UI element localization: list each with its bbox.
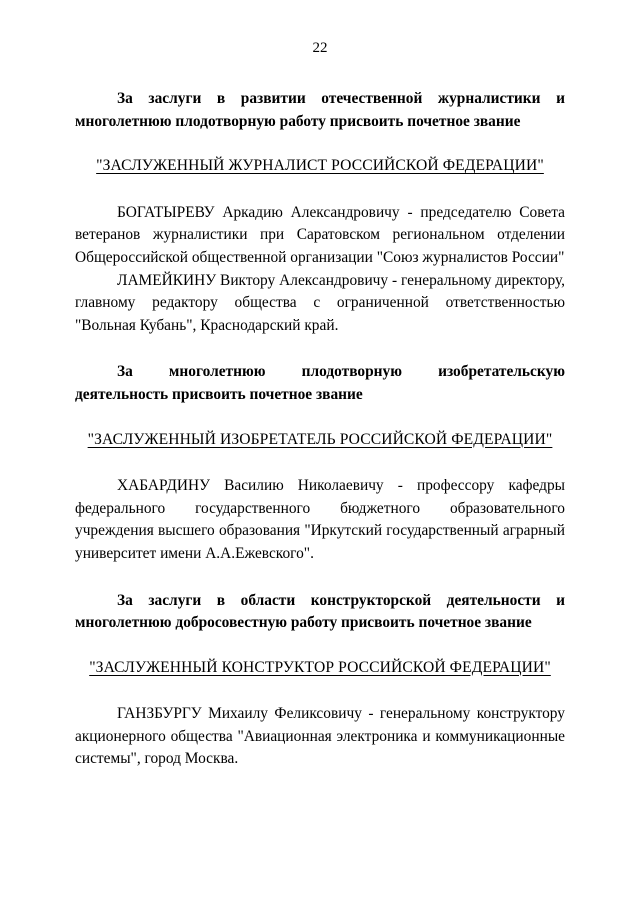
section-intro: За заслуги в области конструкторской деятельности и многолетнюю добросовестную работу присвоить почетное звание (75, 591, 565, 632)
honorary-title: "ЗАСЛУЖЕННЫЙ КОНСТРУКТОР РОССИЙСКОЙ ФЕДЕРАЦИИ" (89, 658, 551, 676)
honorary-title: "ЗАСЛУЖЕННЫЙ ИЗОБРЕТАТЕЛЬ РОССИЙСКОЙ ФЕДЕРАЦИИ" (87, 430, 553, 448)
awardee-paragraph: ЛАМЕЙКИНУ Виктору Александровичу - генеральному директору, главному редактору общества с ограниченной ответственностью "Вольная Кубань", Краснодарский край. (75, 271, 565, 334)
page-number: 22 (312, 40, 328, 56)
section-journalist (75, 88, 565, 337)
awardee-paragraph: БОГАТЫРЕВУ Аркадию Александровичу - председателю Совета ветеранов журналистики при Саратовском региональном отделении Общероссийской общественной организации "Союз журналистов России" (75, 203, 565, 266)
awardee-paragraph: ГАНЗБУРГУ Михаилу Феликсовичу - генеральному конструктору акционерного общества "Авиационная электроника и коммуникационные системы", город Москва. (75, 705, 565, 768)
section-intro: За заслуги в развитии отечественной журналистики и многолетнюю плодотворную работу присвоить почетное звание (75, 90, 565, 130)
awardee-paragraph: ХАБАРДИНУ Василию Николаевичу - профессору кафедры федерального государственного бюджетного образовательного учреждения высшего образования "Иркутский государственный аграрный университет имени А.А.Ежевского". (75, 477, 565, 562)
section-intro: За многолетнюю плодотворную изобретательскую деятельность присвоить почетное звание (75, 363, 565, 403)
section-inventor (75, 361, 565, 565)
section-constructor (75, 590, 565, 772)
document-body (75, 88, 565, 771)
honorary-title: "ЗАСЛУЖЕННЫЙ ЖУРНАЛИСТ РОССИЙСКОЙ ФЕДЕРАЦИИ" (96, 157, 544, 175)
